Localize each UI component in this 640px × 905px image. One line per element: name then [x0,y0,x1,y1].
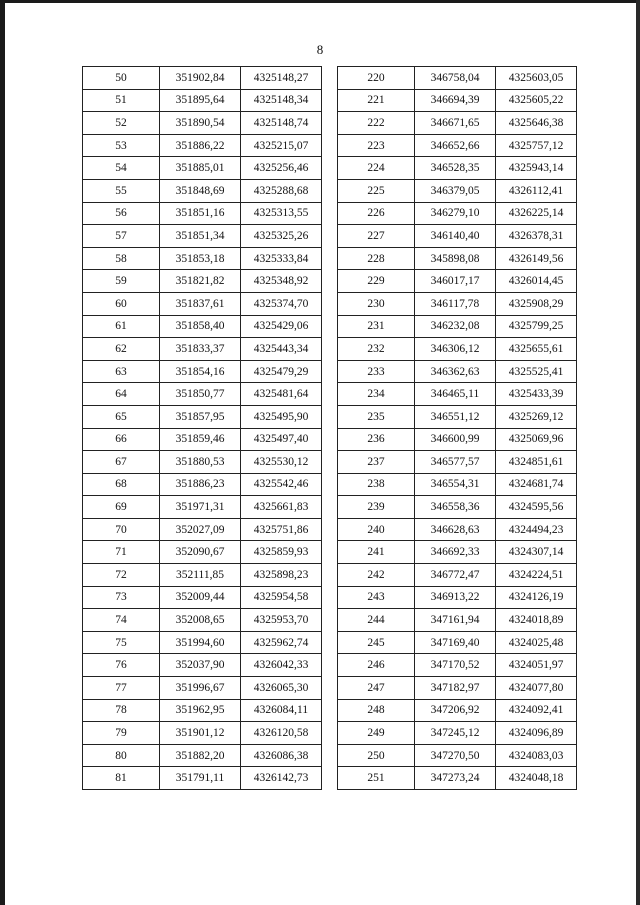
y-coordinate-cell: 4325757,12 [496,134,577,157]
point-number-cell: 58 [83,247,160,270]
point-number-cell: 50 [83,67,160,90]
point-number-cell: 227 [338,225,415,248]
point-number-cell: 220 [338,67,415,90]
point-number-cell: 229 [338,270,415,293]
x-coordinate-cell: 346558,36 [415,496,496,519]
coordinates-table-right-body [338,67,577,790]
table-row [338,157,577,180]
y-coordinate-cell: 4326142,73 [241,767,322,790]
table-row [338,225,577,248]
table-row [338,89,577,112]
point-number-cell: 81 [83,767,160,790]
x-coordinate-cell: 351971,31 [160,496,241,519]
table-row [338,383,577,406]
y-coordinate-cell: 4326065,30 [241,677,322,700]
x-coordinate-cell: 351880,53 [160,451,241,474]
x-coordinate-cell: 352008,65 [160,609,241,632]
y-coordinate-cell: 4324494,23 [496,518,577,541]
point-number-cell: 224 [338,157,415,180]
x-coordinate-cell: 347206,92 [415,699,496,722]
x-coordinate-cell: 347161,94 [415,609,496,632]
x-coordinate-cell: 346551,12 [415,405,496,428]
x-coordinate-cell: 346600,99 [415,428,496,451]
y-coordinate-cell: 4326149,56 [496,247,577,270]
y-coordinate-cell: 4325962,74 [241,631,322,654]
table-row [83,541,322,564]
y-coordinate-cell: 4324092,41 [496,699,577,722]
y-coordinate-cell: 4324307,14 [496,541,577,564]
y-coordinate-cell: 4325443,34 [241,338,322,361]
point-number-cell: 234 [338,383,415,406]
x-coordinate-cell: 345898,08 [415,247,496,270]
y-coordinate-cell: 4325495,90 [241,405,322,428]
scan-border-top [0,0,640,3]
table-row [83,722,322,745]
table-row [338,654,577,677]
x-coordinate-cell: 346758,04 [415,67,496,90]
point-number-cell: 245 [338,631,415,654]
table-row [338,609,577,632]
y-coordinate-cell: 4325953,70 [241,609,322,632]
x-coordinate-cell: 352037,90 [160,654,241,677]
point-number-cell: 70 [83,518,160,541]
x-coordinate-cell: 351902,84 [160,67,241,90]
x-coordinate-cell: 346140,40 [415,225,496,248]
table-row [338,134,577,157]
table-row [83,496,322,519]
point-number-cell: 51 [83,89,160,112]
y-coordinate-cell: 4324077,80 [496,677,577,700]
x-coordinate-cell: 346117,78 [415,292,496,315]
y-coordinate-cell: 4325542,46 [241,473,322,496]
x-coordinate-cell: 346772,47 [415,564,496,587]
table-row [83,405,322,428]
point-number-cell: 231 [338,315,415,338]
x-coordinate-cell: 351833,37 [160,338,241,361]
table-row [338,722,577,745]
table-row [83,654,322,677]
table-row [338,270,577,293]
point-number-cell: 239 [338,496,415,519]
table-row [338,292,577,315]
point-number-cell: 237 [338,451,415,474]
table-row [338,541,577,564]
x-coordinate-cell: 351885,01 [160,157,241,180]
x-coordinate-cell: 346017,17 [415,270,496,293]
point-number-cell: 80 [83,744,160,767]
y-coordinate-cell: 4325954,58 [241,586,322,609]
point-number-cell: 241 [338,541,415,564]
table-row [83,744,322,767]
table-row [83,179,322,202]
x-coordinate-cell: 347170,52 [415,654,496,677]
point-number-cell: 228 [338,247,415,270]
table-row [83,428,322,451]
x-coordinate-cell: 346362,63 [415,360,496,383]
y-coordinate-cell: 4325859,93 [241,541,322,564]
x-coordinate-cell: 351857,95 [160,405,241,428]
y-coordinate-cell: 4326120,58 [241,722,322,745]
x-coordinate-cell: 351791,11 [160,767,241,790]
x-coordinate-cell: 352111,85 [160,564,241,587]
y-coordinate-cell: 4325269,12 [496,405,577,428]
point-number-cell: 64 [83,383,160,406]
table-row [83,699,322,722]
table-row [338,338,577,361]
table-row [83,586,322,609]
y-coordinate-cell: 4324025,48 [496,631,577,654]
point-number-cell: 221 [338,89,415,112]
y-coordinate-cell: 4325908,29 [496,292,577,315]
point-number-cell: 225 [338,179,415,202]
coordinates-table-left [82,66,322,790]
point-number-cell: 66 [83,428,160,451]
y-coordinate-cell: 4325497,40 [241,428,322,451]
y-coordinate-cell: 4325605,22 [496,89,577,112]
point-number-cell: 222 [338,112,415,135]
point-number-cell: 226 [338,202,415,225]
point-number-cell: 53 [83,134,160,157]
table-row [83,202,322,225]
x-coordinate-cell: 351851,34 [160,225,241,248]
point-number-cell: 69 [83,496,160,519]
x-coordinate-cell: 351890,54 [160,112,241,135]
y-coordinate-cell: 4326086,38 [241,744,322,767]
point-number-cell: 246 [338,654,415,677]
point-number-cell: 65 [83,405,160,428]
point-number-cell: 236 [338,428,415,451]
x-coordinate-cell: 351886,23 [160,473,241,496]
y-coordinate-cell: 4324018,89 [496,609,577,632]
point-number-cell: 59 [83,270,160,293]
point-number-cell: 71 [83,541,160,564]
x-coordinate-cell: 346652,66 [415,134,496,157]
point-number-cell: 243 [338,586,415,609]
point-number-cell: 74 [83,609,160,632]
table-row [83,315,322,338]
y-coordinate-cell: 4324224,51 [496,564,577,587]
y-coordinate-cell: 4325333,84 [241,247,322,270]
table-row [83,609,322,632]
x-coordinate-cell: 351886,22 [160,134,241,157]
x-coordinate-cell: 346528,35 [415,157,496,180]
table-row [83,564,322,587]
x-coordinate-cell: 351837,61 [160,292,241,315]
scan-border-left [0,0,5,905]
table-row [338,202,577,225]
x-coordinate-cell: 351848,69 [160,179,241,202]
y-coordinate-cell: 4325661,83 [241,496,322,519]
table-row [83,677,322,700]
point-number-cell: 78 [83,699,160,722]
x-coordinate-cell: 352090,67 [160,541,241,564]
table-row [338,112,577,135]
x-coordinate-cell: 347270,50 [415,744,496,767]
y-coordinate-cell: 4325525,41 [496,360,577,383]
point-number-cell: 77 [83,677,160,700]
point-number-cell: 240 [338,518,415,541]
table-row [83,473,322,496]
table-row [83,157,322,180]
point-number-cell: 75 [83,631,160,654]
point-number-cell: 54 [83,157,160,180]
point-number-cell: 62 [83,338,160,361]
y-coordinate-cell: 4325429,06 [241,315,322,338]
x-coordinate-cell: 346379,05 [415,179,496,202]
table-row [338,67,577,90]
point-number-cell: 60 [83,292,160,315]
point-number-cell: 52 [83,112,160,135]
y-coordinate-cell: 4325215,07 [241,134,322,157]
y-coordinate-cell: 4325799,25 [496,315,577,338]
x-coordinate-cell: 347169,40 [415,631,496,654]
table-row [83,360,322,383]
y-coordinate-cell: 4325069,96 [496,428,577,451]
y-coordinate-cell: 4324051,97 [496,654,577,677]
x-coordinate-cell: 347273,24 [415,767,496,790]
y-coordinate-cell: 4326112,41 [496,179,577,202]
point-number-cell: 235 [338,405,415,428]
y-coordinate-cell: 4325943,14 [496,157,577,180]
y-coordinate-cell: 4325325,26 [241,225,322,248]
y-coordinate-cell: 4325898,23 [241,564,322,587]
point-number-cell: 72 [83,564,160,587]
x-coordinate-cell: 351850,77 [160,383,241,406]
table-row [83,338,322,361]
y-coordinate-cell: 4324096,89 [496,722,577,745]
y-coordinate-cell: 4325479,29 [241,360,322,383]
point-number-cell: 232 [338,338,415,361]
table-row [83,89,322,112]
x-coordinate-cell: 346465,11 [415,383,496,406]
y-coordinate-cell: 4326084,11 [241,699,322,722]
y-coordinate-cell: 4325148,74 [241,112,322,135]
y-coordinate-cell: 4326042,33 [241,654,322,677]
table-row [338,518,577,541]
table-row [83,225,322,248]
table-row [83,631,322,654]
x-coordinate-cell: 347182,97 [415,677,496,700]
table-row [338,473,577,496]
x-coordinate-cell: 351851,16 [160,202,241,225]
y-coordinate-cell: 4325530,12 [241,451,322,474]
table-row [338,699,577,722]
page-number: 8 [316,42,324,57]
point-number-cell: 238 [338,473,415,496]
y-coordinate-cell: 4326378,31 [496,225,577,248]
scan-border-right [636,0,640,905]
x-coordinate-cell: 351882,20 [160,744,241,767]
y-coordinate-cell: 4325313,55 [241,202,322,225]
y-coordinate-cell: 4325374,70 [241,292,322,315]
x-coordinate-cell: 347245,12 [415,722,496,745]
point-number-cell: 63 [83,360,160,383]
y-coordinate-cell: 4326225,14 [496,202,577,225]
point-number-cell: 67 [83,451,160,474]
y-coordinate-cell: 4324681,74 [496,473,577,496]
table-row [338,496,577,519]
x-coordinate-cell: 346913,22 [415,586,496,609]
y-coordinate-cell: 4325481,64 [241,383,322,406]
x-coordinate-cell: 346671,65 [415,112,496,135]
x-coordinate-cell: 351994,60 [160,631,241,654]
point-number-cell: 247 [338,677,415,700]
point-number-cell: 248 [338,699,415,722]
table-row [338,179,577,202]
table-row [83,270,322,293]
point-number-cell: 223 [338,134,415,157]
x-coordinate-cell: 351996,67 [160,677,241,700]
x-coordinate-cell: 346692,33 [415,541,496,564]
x-coordinate-cell: 346694,39 [415,89,496,112]
x-coordinate-cell: 351821,82 [160,270,241,293]
y-coordinate-cell: 4324048,18 [496,767,577,790]
y-coordinate-cell: 4325148,27 [241,67,322,90]
y-coordinate-cell: 4325655,61 [496,338,577,361]
y-coordinate-cell: 4325433,39 [496,383,577,406]
table-row [83,518,322,541]
table-row [338,315,577,338]
table-row [338,767,577,790]
table-row [338,586,577,609]
point-number-cell: 244 [338,609,415,632]
table-row [338,405,577,428]
point-number-cell: 56 [83,202,160,225]
x-coordinate-cell: 346554,31 [415,473,496,496]
x-coordinate-cell: 346306,12 [415,338,496,361]
point-number-cell: 55 [83,179,160,202]
table-row [338,677,577,700]
point-number-cell: 242 [338,564,415,587]
x-coordinate-cell: 351962,95 [160,699,241,722]
y-coordinate-cell: 4324083,03 [496,744,577,767]
point-number-cell: 233 [338,360,415,383]
table-row [83,247,322,270]
y-coordinate-cell: 4325148,34 [241,89,322,112]
y-coordinate-cell: 4324851,61 [496,451,577,474]
coordinates-table-left-body [83,67,322,790]
table-row [338,247,577,270]
table-row [338,428,577,451]
x-coordinate-cell: 351895,64 [160,89,241,112]
x-coordinate-cell: 352009,44 [160,586,241,609]
y-coordinate-cell: 4325256,46 [241,157,322,180]
table-row [83,383,322,406]
table-row [338,564,577,587]
y-coordinate-cell: 4324126,19 [496,586,577,609]
x-coordinate-cell: 346628,63 [415,518,496,541]
table-row [83,112,322,135]
point-number-cell: 79 [83,722,160,745]
point-number-cell: 250 [338,744,415,767]
x-coordinate-cell: 351853,18 [160,247,241,270]
table-row [83,767,322,790]
y-coordinate-cell: 4325603,05 [496,67,577,90]
point-number-cell: 61 [83,315,160,338]
point-number-cell: 57 [83,225,160,248]
x-coordinate-cell: 351858,40 [160,315,241,338]
x-coordinate-cell: 346279,10 [415,202,496,225]
point-number-cell: 251 [338,767,415,790]
y-coordinate-cell: 4325751,86 [241,518,322,541]
table-row [83,451,322,474]
x-coordinate-cell: 351859,46 [160,428,241,451]
y-coordinate-cell: 4326014,45 [496,270,577,293]
table-row [83,292,322,315]
x-coordinate-cell: 346577,57 [415,451,496,474]
y-coordinate-cell: 4325646,38 [496,112,577,135]
coordinates-table-right [337,66,577,790]
table-row [338,451,577,474]
y-coordinate-cell: 4325288,68 [241,179,322,202]
point-number-cell: 76 [83,654,160,677]
x-coordinate-cell: 351854,16 [160,360,241,383]
x-coordinate-cell: 351901,12 [160,722,241,745]
point-number-cell: 249 [338,722,415,745]
y-coordinate-cell: 4325348,92 [241,270,322,293]
table-row [338,360,577,383]
table-row [83,67,322,90]
table-row [83,134,322,157]
point-number-cell: 230 [338,292,415,315]
x-coordinate-cell: 352027,09 [160,518,241,541]
point-number-cell: 68 [83,473,160,496]
y-coordinate-cell: 4324595,56 [496,496,577,519]
table-row [338,631,577,654]
x-coordinate-cell: 346232,08 [415,315,496,338]
point-number-cell: 73 [83,586,160,609]
table-row [338,744,577,767]
